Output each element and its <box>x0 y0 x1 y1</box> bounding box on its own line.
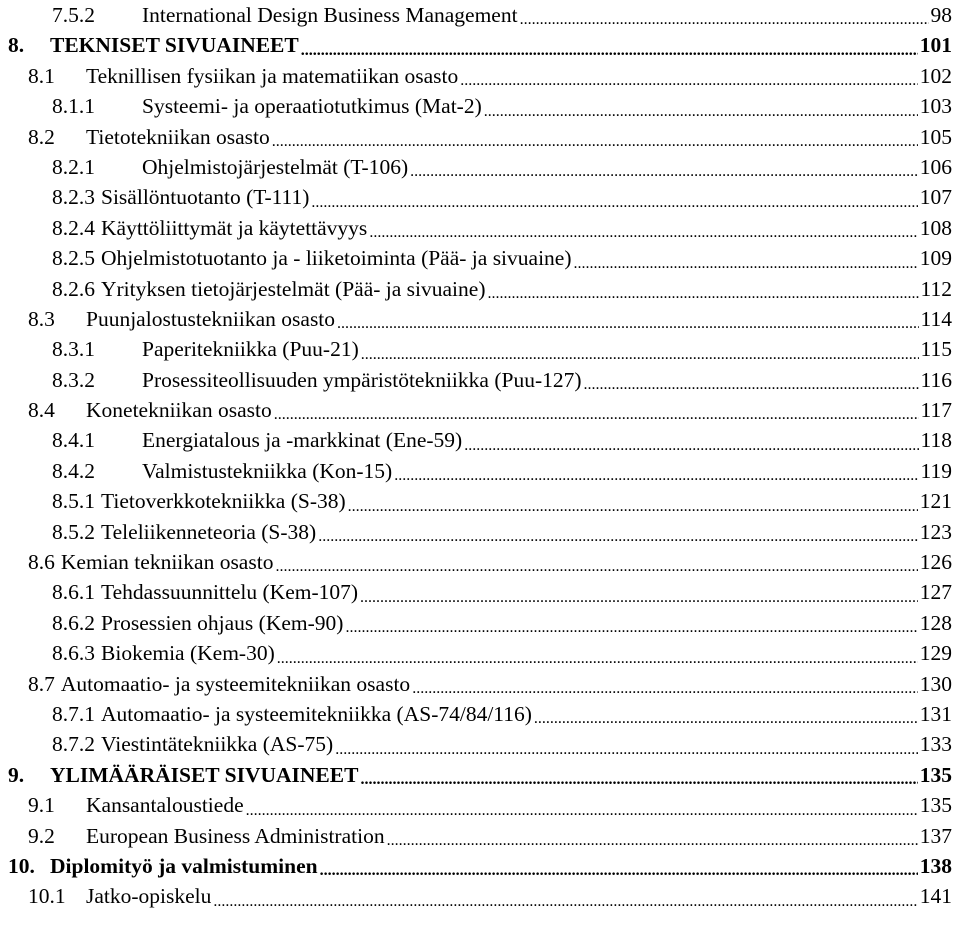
toc-entry-number: 8.6 <box>28 550 55 575</box>
toc-entry-number: 8.7 <box>28 671 55 696</box>
toc-entry-number: 8.3.2 <box>52 367 95 392</box>
toc-entry-title: Kemian tekniikan osasto <box>60 550 274 575</box>
toc-entry-title: Diplomityö ja valmistuminen <box>50 853 318 878</box>
dot-leader <box>464 425 918 455</box>
toc-entry-title: Teknillisen fysiikan ja matematiikan osasto <box>86 63 459 88</box>
toc-entry-page-number: 133 <box>919 732 952 757</box>
toc-entry[interactable] <box>0 182 960 212</box>
dot-leader <box>275 547 917 577</box>
toc-entry[interactable] <box>0 61 960 91</box>
toc-entry-number: 8. <box>8 33 25 58</box>
toc-entry-title: Tehdassuunnittelu (Kem-107) <box>101 580 359 605</box>
toc-entry-page-number: 137 <box>919 823 952 848</box>
toc-entry[interactable] <box>0 304 960 334</box>
dot-leader <box>311 182 917 212</box>
toc-entry-page-number: 118 <box>920 428 952 453</box>
dot-leader <box>274 395 919 425</box>
toc-entry[interactable] <box>0 425 960 455</box>
toc-entry[interactable] <box>0 547 960 577</box>
toc-entry[interactable] <box>0 821 960 851</box>
toc-entry-title: Käyttöliittymät ja käytettävyys <box>101 215 368 240</box>
toc-entry[interactable] <box>0 213 960 243</box>
dot-leader <box>412 669 918 699</box>
toc-entry[interactable] <box>0 243 960 273</box>
toc-entry-title: Automaatio- ja systeemitekniikan osasto <box>60 671 411 696</box>
dot-leader <box>574 243 918 273</box>
toc-entry[interactable] <box>0 91 960 121</box>
toc-entry[interactable] <box>0 699 960 729</box>
toc-entry-number: 8.2.5 <box>52 246 95 271</box>
dot-leader <box>213 881 917 911</box>
toc-entry-page-number: 98 <box>930 2 952 27</box>
toc-entry[interactable] <box>0 608 960 638</box>
toc-entry-page-number: 135 <box>919 762 952 787</box>
dot-leader <box>460 61 917 91</box>
toc-entry[interactable] <box>0 0 960 30</box>
toc-entry-number: 8.6.2 <box>52 610 95 635</box>
toc-entry-number: 8.7.1 <box>52 701 95 726</box>
toc-entry[interactable] <box>0 790 960 820</box>
toc-entry-number: 8.4.1 <box>52 428 95 453</box>
toc-entry-page-number: 135 <box>919 793 952 818</box>
toc-entry[interactable] <box>0 486 960 516</box>
dot-leader <box>246 790 918 820</box>
toc-entry-number: 9.2 <box>28 823 55 848</box>
dot-leader <box>335 729 918 759</box>
toc-entry[interactable] <box>0 638 960 668</box>
toc-entry-title: Tietotekniikan osasto <box>86 124 270 149</box>
toc-entry-number: 8.1 <box>28 63 55 88</box>
toc-entry-title: Ohjelmistotuotanto ja - liiketoiminta (Pää- ja sivuaine) <box>101 246 572 271</box>
toc-entry-title: YLIMÄÄRÄISET SIVUAINEET <box>50 762 359 787</box>
toc-entry-page-number: 103 <box>919 94 952 119</box>
toc-entry-page-number: 119 <box>920 458 952 483</box>
toc-entry-page-number: 129 <box>919 641 952 666</box>
toc-entry-page-number: 106 <box>919 154 952 179</box>
toc-entry-title: Sisällöntuotanto (T-111) <box>101 185 310 210</box>
toc-entry[interactable] <box>0 365 960 395</box>
toc-entry-title: Teleliikenneteoria (S-38) <box>101 519 317 544</box>
toc-entry-number: 10. <box>8 853 35 878</box>
dot-leader <box>348 486 918 516</box>
toc-entry-number: 8.2.3 <box>52 185 95 210</box>
toc-entry[interactable] <box>0 729 960 759</box>
dot-leader <box>360 760 917 790</box>
toc-entry-page-number: 126 <box>919 550 952 575</box>
toc-entry[interactable] <box>0 760 960 790</box>
toc-entry-page-number: 141 <box>919 884 952 909</box>
toc-entry-title: Viestintätekniikka (AS-75) <box>101 732 334 757</box>
toc-entry-page-number: 112 <box>920 276 952 301</box>
toc-entry[interactable] <box>0 30 960 60</box>
dot-leader <box>360 577 918 607</box>
dot-leader <box>487 274 918 304</box>
dot-leader <box>337 304 919 334</box>
toc-entry-number: 8.2.6 <box>52 276 95 301</box>
toc-entry-page-number: 107 <box>919 185 952 210</box>
toc-entry-page-number: 121 <box>919 489 952 514</box>
toc-entry[interactable] <box>0 517 960 547</box>
toc-entry[interactable] <box>0 395 960 425</box>
toc-entry-page-number: 114 <box>920 306 952 331</box>
toc-entry-page-number: 123 <box>919 519 952 544</box>
toc-entry-page-number: 108 <box>919 215 952 240</box>
dot-leader <box>410 152 918 182</box>
toc-entry[interactable] <box>0 881 960 911</box>
dot-leader <box>272 122 918 152</box>
toc-entry-page-number: 115 <box>920 337 952 362</box>
toc-entry[interactable] <box>0 851 960 881</box>
dot-leader <box>484 91 918 121</box>
toc-entry-number: 8.6.3 <box>52 641 95 666</box>
toc-entry[interactable] <box>0 274 960 304</box>
toc-entry-number: 8.3.1 <box>52 337 95 362</box>
toc-entry-number: 8.5.1 <box>52 489 95 514</box>
toc-entry-title: Jatko-opiskelu <box>86 884 212 909</box>
dot-leader <box>318 517 918 547</box>
toc-entry-page-number: 128 <box>919 610 952 635</box>
toc-entry-page-number: 130 <box>919 671 952 696</box>
toc-entry-title: International Design Business Management <box>142 2 518 27</box>
toc-entry-page-number: 109 <box>919 246 952 271</box>
toc-entry-title: European Business Administration <box>86 823 385 848</box>
toc-entry-number: 9. <box>8 762 25 787</box>
toc-entry-number: 8.2.1 <box>52 154 95 179</box>
toc-entry-number: 8.6.1 <box>52 580 95 605</box>
toc-entry-page-number: 101 <box>919 33 952 58</box>
toc-entry-page-number: 138 <box>919 853 952 878</box>
toc-entry[interactable] <box>0 122 960 152</box>
toc-entry-title: Yrityksen tietojärjestelmät (Pää- ja sivuaine) <box>101 276 486 301</box>
toc-entry-page-number: 117 <box>920 398 952 423</box>
toc-entry[interactable] <box>0 456 960 486</box>
toc-entry-title: Valmistustekniikka (Kon-15) <box>142 458 393 483</box>
toc-entry-title: Ohjelmistojärjestelmät (T-106) <box>142 154 409 179</box>
dot-leader <box>277 638 918 668</box>
toc-entry-number: 8.2.4 <box>52 215 95 240</box>
dot-leader <box>534 699 918 729</box>
toc-entry-title: Automaatio- ja systeemitekniikka (AS-74/84/116) <box>101 701 532 726</box>
toc-entry-number: 8.4.2 <box>52 458 95 483</box>
dot-leader <box>584 365 919 395</box>
toc-entry-title: Prosessiteollisuuden ympäristötekniikka (Puu-127) <box>142 367 582 392</box>
toc-entry-page-number: 116 <box>920 367 952 392</box>
toc-entry-title: Energiatalous ja -markkinat (Ene-59) <box>142 428 463 453</box>
toc-entry-page-number: 105 <box>919 124 952 149</box>
dot-leader <box>387 821 918 851</box>
toc-entry-title: Prosessien ohjaus (Kem-90) <box>101 610 344 635</box>
toc-entry-number: 10.1 <box>28 884 66 909</box>
toc-entry[interactable] <box>0 334 960 364</box>
toc-entry-page-number: 131 <box>919 701 952 726</box>
toc-entry-title: Kansantaloustiede <box>86 793 244 818</box>
toc-entry-title: Biokemia (Kem-30) <box>101 641 275 666</box>
dot-leader <box>345 608 917 638</box>
toc-entry[interactable] <box>0 577 960 607</box>
dot-leader <box>520 0 929 30</box>
toc-entry-number: 8.4 <box>28 398 55 423</box>
dot-leader <box>394 456 918 486</box>
toc-entry-title: Paperitekniikka (Puu-21) <box>142 337 359 362</box>
dot-leader <box>301 30 918 60</box>
toc-entry-number: 8.2 <box>28 124 55 149</box>
toc-entry-number: 8.5.2 <box>52 519 95 544</box>
toc-entry-title: Tietoverkkotekniikka (S-38) <box>101 489 346 514</box>
toc-entry-title: Konetekniikan osasto <box>86 398 272 423</box>
dot-leader <box>369 213 917 243</box>
toc-entry-number: 8.1.1 <box>52 94 95 119</box>
dot-leader <box>361 334 919 364</box>
toc-entry-title: Systeemi- ja operaatiotutkimus (Mat-2) <box>142 94 482 119</box>
toc-entry-number: 8.7.2 <box>52 732 95 757</box>
toc-entry-title: TEKNISET SIVUAINEET <box>50 33 299 58</box>
toc-entry-number: 8.3 <box>28 306 55 331</box>
toc-entry-number: 9.1 <box>28 793 55 818</box>
toc-entry-page-number: 127 <box>919 580 952 605</box>
toc-entry[interactable] <box>0 669 960 699</box>
toc-entry-page-number: 102 <box>919 63 952 88</box>
toc-entry-title: Puunjalostustekniikan osasto <box>86 306 336 331</box>
toc-entry-number: 7.5.2 <box>52 2 95 27</box>
toc-entry[interactable] <box>0 152 960 182</box>
dot-leader <box>320 851 918 881</box>
